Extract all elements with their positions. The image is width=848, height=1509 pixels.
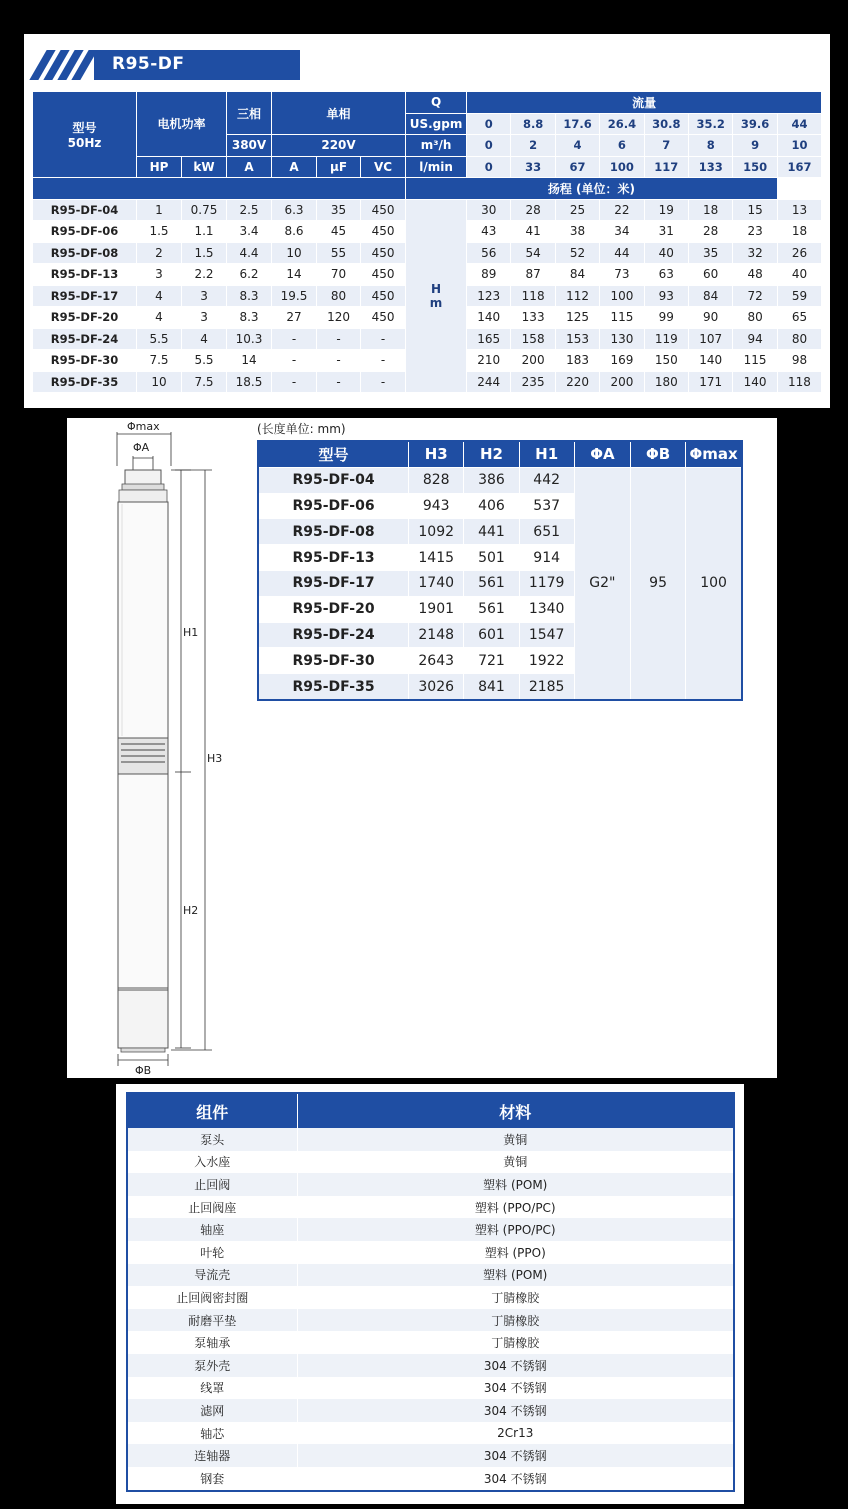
hp-cell: 1.5 — [137, 221, 182, 243]
head-value-cell: 158 — [511, 328, 555, 350]
dim-header-cell: H3 — [409, 441, 464, 467]
page-title: R95-DF — [112, 54, 185, 74]
flow-gpm-cell: 0 — [467, 113, 511, 135]
head-value-cell: 80 — [733, 307, 777, 329]
flow-lmin-cell: 67 — [555, 156, 599, 178]
a3-cell: 14 — [227, 350, 272, 372]
a3-cell: 2.5 — [227, 199, 272, 221]
table-row — [127, 1377, 734, 1400]
head-value-cell: 118 — [511, 285, 555, 307]
material-cell: 黄铜 — [297, 1151, 734, 1174]
head-value-cell: 13 — [777, 199, 821, 221]
material-cell: 304 不锈钢 — [297, 1444, 734, 1467]
model-cell: R95-DF-17 — [33, 285, 137, 307]
kw-cell: 4 — [182, 328, 227, 350]
model-cell: R95-DF-35 — [258, 674, 409, 700]
title-banner — [30, 50, 300, 80]
dimension-panel — [67, 418, 777, 1078]
unit-m3h: m³/h — [406, 135, 467, 157]
hp-cell: 7.5 — [137, 350, 182, 372]
head-value-cell: 98 — [777, 350, 821, 372]
material-cell: 304 不锈钢 — [297, 1377, 734, 1400]
head-unit-cell — [406, 199, 467, 393]
head-value-cell: 119 — [644, 328, 688, 350]
sub-header-cell: VC — [361, 156, 406, 178]
phib-label: ΦB — [135, 1064, 152, 1077]
h1-cell: 651 — [519, 519, 574, 545]
model-cell: R95-DF-04 — [258, 467, 409, 493]
uf-cell: 120 — [317, 307, 361, 329]
model-cell: R95-DF-13 — [258, 545, 409, 571]
table-row — [127, 1218, 734, 1241]
uf-cell: - — [317, 371, 361, 393]
dim-header-cell: H1 — [519, 441, 574, 467]
head-value-cell: 28 — [689, 221, 733, 243]
dim-header-cell: ΦB — [630, 441, 685, 467]
header-220v: 220V — [272, 135, 406, 157]
head-value-cell: 171 — [689, 371, 733, 393]
h1-label: H1 — [183, 626, 199, 639]
table-row — [127, 1309, 734, 1332]
head-value-cell: 40 — [777, 264, 821, 286]
a3-cell: 8.3 — [227, 285, 272, 307]
a3-cell: 8.3 — [227, 307, 272, 329]
a3-cell: 4.4 — [227, 242, 272, 264]
dim-header-cell: H2 — [464, 441, 519, 467]
phimax-label: Φmax — [127, 420, 160, 433]
hp-cell: 10 — [137, 371, 182, 393]
part-cell: 止回阀密封圈 — [127, 1286, 297, 1309]
a1-cell: 14 — [272, 264, 317, 286]
a1-cell: - — [272, 350, 317, 372]
head-value-cell: 112 — [555, 285, 599, 307]
flow-m3h-cell: 9 — [733, 135, 777, 157]
table-row — [127, 1151, 734, 1174]
dim-header-cell: 型号 — [258, 441, 409, 467]
part-cell: 轴座 — [127, 1218, 297, 1241]
part-cell: 止回阀座 — [127, 1196, 297, 1219]
hp-cell: 4 — [137, 307, 182, 329]
head-value-cell: 65 — [777, 307, 821, 329]
vc-cell: 450 — [361, 285, 406, 307]
head-value-cell: 25 — [555, 199, 599, 221]
head-value-cell: 32 — [733, 242, 777, 264]
h2-cell: 841 — [464, 674, 519, 700]
h2-cell: 406 — [464, 493, 519, 519]
vc-cell: 450 — [361, 221, 406, 243]
head-value-cell: 26 — [777, 242, 821, 264]
head-value-cell: 220 — [555, 371, 599, 393]
vc-cell: 450 — [361, 264, 406, 286]
h2-cell: 561 — [464, 596, 519, 622]
header-hz-label: 50Hz — [67, 136, 102, 150]
unit-lmin: l/min — [406, 156, 467, 178]
table-row — [127, 1196, 734, 1219]
flow-gpm-cell: 39.6 — [733, 113, 777, 135]
hp-cell: 1 — [137, 199, 182, 221]
head-m-label: m — [429, 295, 443, 310]
head-value-cell: 34 — [600, 221, 644, 243]
a1-cell: 27 — [272, 307, 317, 329]
part-cell: 钢套 — [127, 1467, 297, 1491]
flow-gpm-cell: 35.2 — [689, 113, 733, 135]
head-value-cell: 41 — [511, 221, 555, 243]
flow-m3h-cell: 7 — [644, 135, 688, 157]
model-cell: R95-DF-17 — [258, 570, 409, 596]
a3-cell: 3.4 — [227, 221, 272, 243]
model-cell: R95-DF-20 — [33, 307, 137, 329]
table-row — [127, 1241, 734, 1264]
head-value-cell: 165 — [467, 328, 511, 350]
part-cell: 泵头 — [127, 1128, 297, 1151]
head-value-cell: 130 — [600, 328, 644, 350]
table-row — [127, 1354, 734, 1377]
h1-cell: 2185 — [519, 674, 574, 700]
a1-cell: 6.3 — [272, 199, 317, 221]
part-cell: 滤网 — [127, 1399, 297, 1422]
part-cell: 导流壳 — [127, 1264, 297, 1287]
head-value-cell: 169 — [600, 350, 644, 372]
kw-cell: 2.2 — [182, 264, 227, 286]
material-cell: 塑料 (PPO/PC) — [297, 1218, 734, 1241]
head-value-cell: 133 — [511, 307, 555, 329]
table-row — [127, 1331, 734, 1354]
head-value-cell: 140 — [733, 371, 777, 393]
material-cell: 塑料 (PPO) — [297, 1241, 734, 1264]
head-value-cell: 19 — [644, 199, 688, 221]
h3-label: H3 — [207, 752, 223, 765]
material-cell: 丁腈橡胶 — [297, 1331, 734, 1354]
header-head: 扬程 (单位：米) — [406, 178, 778, 200]
flow-gpm-cell: 8.8 — [511, 113, 555, 135]
hp-cell: 4 — [137, 285, 182, 307]
hp-cell: 3 — [137, 264, 182, 286]
head-value-cell: 38 — [555, 221, 599, 243]
head-value-cell: 22 — [600, 199, 644, 221]
head-value-cell: 63 — [644, 264, 688, 286]
materials-panel — [116, 1084, 744, 1504]
vc-cell: 450 — [361, 199, 406, 221]
flow-lmin-cell: 167 — [777, 156, 821, 178]
kw-cell: 3 — [182, 307, 227, 329]
h3-cell: 1901 — [409, 596, 464, 622]
material-cell: 黄铜 — [297, 1128, 734, 1151]
model-cell: R95-DF-24 — [258, 622, 409, 648]
table-row — [33, 199, 822, 221]
uf-cell: 70 — [317, 264, 361, 286]
flow-m3h-cell: 8 — [689, 135, 733, 157]
part-cell: 泵外壳 — [127, 1354, 297, 1377]
flow-lmin-cell: 117 — [644, 156, 688, 178]
sub-header-cell: kW — [182, 156, 227, 178]
head-value-cell: 93 — [644, 285, 688, 307]
header-q: Q — [406, 92, 467, 114]
flow-m3h-cell: 2 — [511, 135, 555, 157]
header-motor: 电机功率 — [137, 92, 227, 157]
head-value-cell: 140 — [689, 350, 733, 372]
table-row — [127, 1467, 734, 1491]
head-value-cell: 28 — [511, 199, 555, 221]
a3-cell: 18.5 — [227, 371, 272, 393]
material-cell: 2Cr13 — [297, 1422, 734, 1445]
head-value-cell: 43 — [467, 221, 511, 243]
h3-cell: 3026 — [409, 674, 464, 700]
a1-cell: - — [272, 371, 317, 393]
flow-m3h-cell: 10 — [777, 135, 821, 157]
material-cell: 塑料 (POM) — [297, 1173, 734, 1196]
uf-cell: 55 — [317, 242, 361, 264]
header-single-phase: 单相 — [272, 92, 406, 135]
uf-cell: 45 — [317, 221, 361, 243]
header-model — [33, 92, 137, 178]
uf-cell: - — [317, 350, 361, 372]
flow-lmin-cell: 133 — [689, 156, 733, 178]
h2-cell: 721 — [464, 648, 519, 674]
uf-cell: - — [317, 328, 361, 350]
header-three-phase: 三相 — [227, 92, 272, 135]
flow-gpm-cell: 26.4 — [600, 113, 644, 135]
phia-label: ΦA — [133, 441, 150, 454]
performance-panel — [24, 34, 830, 408]
head-value-cell: 235 — [511, 371, 555, 393]
h1-cell: 914 — [519, 545, 574, 571]
hp-cell: 2 — [137, 242, 182, 264]
material-cell: 塑料 (POM) — [297, 1264, 734, 1287]
sub-header-cell: A — [272, 156, 317, 178]
head-value-cell: 115 — [733, 350, 777, 372]
head-value-cell: 244 — [467, 371, 511, 393]
unit-note: (长度单位: mm) — [257, 422, 346, 436]
model-cell: R95-DF-04 — [33, 199, 137, 221]
material-cell: 丁腈橡胶 — [297, 1286, 734, 1309]
head-value-cell: 35 — [689, 242, 733, 264]
head-value-cell: 180 — [644, 371, 688, 393]
h2-cell: 441 — [464, 519, 519, 545]
flow-m3h-cell: 4 — [555, 135, 599, 157]
head-value-cell: 52 — [555, 242, 599, 264]
model-cell: R95-DF-30 — [258, 648, 409, 674]
head-value-cell: 54 — [511, 242, 555, 264]
part-cell: 线罩 — [127, 1377, 297, 1400]
kw-cell: 3 — [182, 285, 227, 307]
head-value-cell: 60 — [689, 264, 733, 286]
flow-gpm-cell: 30.8 — [644, 113, 688, 135]
head-value-cell: 56 — [467, 242, 511, 264]
table-row — [127, 1286, 734, 1309]
head-value-cell: 84 — [689, 285, 733, 307]
a1-cell: 8.6 — [272, 221, 317, 243]
part-cell: 连轴器 — [127, 1444, 297, 1467]
header-material: 材料 — [297, 1093, 734, 1128]
head-value-cell: 15 — [733, 199, 777, 221]
model-cell: R95-DF-20 — [258, 596, 409, 622]
head-value-cell: 125 — [555, 307, 599, 329]
table-row — [127, 1444, 734, 1467]
header-380v: 380V — [227, 135, 272, 157]
h2-label: H2 — [183, 904, 199, 917]
model-cell: R95-DF-08 — [33, 242, 137, 264]
head-value-cell: 200 — [600, 371, 644, 393]
kw-cell: 1.1 — [182, 221, 227, 243]
uf-cell: 80 — [317, 285, 361, 307]
header-part: 组件 — [127, 1093, 297, 1128]
flow-lmin-cell: 150 — [733, 156, 777, 178]
head-value-cell: 48 — [733, 264, 777, 286]
table-row — [127, 1264, 734, 1287]
model-cell: R95-DF-13 — [33, 264, 137, 286]
head-value-cell: 115 — [600, 307, 644, 329]
sub-header-cell: HP — [137, 156, 182, 178]
table-row — [127, 1173, 734, 1196]
head-value-cell: 87 — [511, 264, 555, 286]
head-value-cell: 80 — [777, 328, 821, 350]
uf-cell: 35 — [317, 199, 361, 221]
material-cell: 丁腈橡胶 — [297, 1309, 734, 1332]
head-value-cell: 31 — [644, 221, 688, 243]
h1-cell: 1179 — [519, 570, 574, 596]
h2-cell: 561 — [464, 570, 519, 596]
material-cell: 塑料 (PPO/PC) — [297, 1196, 734, 1219]
pump-drawing — [67, 418, 247, 1078]
h2-cell: 386 — [464, 467, 519, 493]
kw-cell: 7.5 — [182, 371, 227, 393]
vc-cell: - — [361, 328, 406, 350]
h1-cell: 1922 — [519, 648, 574, 674]
h3-cell: 2643 — [409, 648, 464, 674]
header-model-label: 型号 — [72, 121, 97, 135]
flow-m3h-cell: 0 — [467, 135, 511, 157]
part-cell: 轴芯 — [127, 1422, 297, 1445]
h3-cell: 1740 — [409, 570, 464, 596]
header-spacer — [33, 178, 406, 200]
head-value-cell: 99 — [644, 307, 688, 329]
sub-header-cell: A — [227, 156, 272, 178]
h3-cell: 1092 — [409, 519, 464, 545]
flow-lmin-cell: 100 — [600, 156, 644, 178]
head-value-cell: 210 — [467, 350, 511, 372]
head-value-cell: 123 — [467, 285, 511, 307]
flow-lmin-cell: 0 — [467, 156, 511, 178]
head-value-cell: 40 — [644, 242, 688, 264]
head-value-cell: 118 — [777, 371, 821, 393]
head-value-cell: 153 — [555, 328, 599, 350]
h3-cell: 1415 — [409, 545, 464, 571]
vc-cell: 450 — [361, 242, 406, 264]
head-value-cell: 140 — [467, 307, 511, 329]
phimax-value: 100 — [686, 467, 742, 700]
table-row — [127, 1399, 734, 1422]
model-cell: R95-DF-06 — [258, 493, 409, 519]
h2-cell: 501 — [464, 545, 519, 571]
a1-cell: 19.5 — [272, 285, 317, 307]
dim-header-cell: ΦA — [574, 441, 630, 467]
performance-table — [32, 91, 822, 393]
flow-m3h-cell: 6 — [600, 135, 644, 157]
head-value-cell: 183 — [555, 350, 599, 372]
vc-cell: - — [361, 371, 406, 393]
head-value-cell: 89 — [467, 264, 511, 286]
vc-cell: 450 — [361, 307, 406, 329]
material-cell: 304 不锈钢 — [297, 1399, 734, 1422]
dimension-table — [257, 440, 743, 701]
kw-cell: 5.5 — [182, 350, 227, 372]
head-value-cell: 18 — [689, 199, 733, 221]
a3-cell: 10.3 — [227, 328, 272, 350]
kw-cell: 0.75 — [182, 199, 227, 221]
head-value-cell: 59 — [777, 285, 821, 307]
a1-cell: - — [272, 328, 317, 350]
vc-cell: - — [361, 350, 406, 372]
model-cell: R95-DF-06 — [33, 221, 137, 243]
flow-lmin-cell: 33 — [511, 156, 555, 178]
h3-cell: 2148 — [409, 622, 464, 648]
flow-gpm-cell: 44 — [777, 113, 821, 135]
model-cell: R95-DF-24 — [33, 328, 137, 350]
part-cell: 止回阀 — [127, 1173, 297, 1196]
head-value-cell: 90 — [689, 307, 733, 329]
h3-cell: 828 — [409, 467, 464, 493]
head-value-cell: 23 — [733, 221, 777, 243]
head-value-cell: 18 — [777, 221, 821, 243]
part-cell: 耐磨平垫 — [127, 1309, 297, 1332]
model-cell: R95-DF-08 — [258, 519, 409, 545]
h1-cell: 442 — [519, 467, 574, 493]
flow-gpm-cell: 17.6 — [555, 113, 599, 135]
head-value-cell: 72 — [733, 285, 777, 307]
h1-cell: 1340 — [519, 596, 574, 622]
head-value-cell: 84 — [555, 264, 599, 286]
head-h-label: H — [431, 281, 442, 296]
table-row — [127, 1128, 734, 1151]
head-value-cell: 94 — [733, 328, 777, 350]
table-row — [127, 1422, 734, 1445]
head-value-cell: 100 — [600, 285, 644, 307]
hp-cell: 5.5 — [137, 328, 182, 350]
part-cell: 叶轮 — [127, 1241, 297, 1264]
head-value-cell: 44 — [600, 242, 644, 264]
model-cell: R95-DF-30 — [33, 350, 137, 372]
h2-cell: 601 — [464, 622, 519, 648]
phib-value: 95 — [630, 467, 685, 700]
head-value-cell: 73 — [600, 264, 644, 286]
kw-cell: 1.5 — [182, 242, 227, 264]
part-cell: 泵轴承 — [127, 1331, 297, 1354]
material-cell: 304 不锈钢 — [297, 1354, 734, 1377]
a1-cell: 10 — [272, 242, 317, 264]
table-row — [258, 467, 742, 493]
phia-value: G2" — [574, 467, 630, 700]
head-value-cell: 107 — [689, 328, 733, 350]
head-value-cell: 30 — [467, 199, 511, 221]
materials-table — [126, 1092, 735, 1492]
unit-gpm: US.gpm — [406, 113, 467, 135]
head-value-cell: 150 — [644, 350, 688, 372]
h1-cell: 1547 — [519, 622, 574, 648]
material-cell: 304 不锈钢 — [297, 1467, 734, 1491]
sub-header-cell: μF — [317, 156, 361, 178]
h1-cell: 537 — [519, 493, 574, 519]
part-cell: 入水座 — [127, 1151, 297, 1174]
head-value-cell: 200 — [511, 350, 555, 372]
h3-cell: 943 — [409, 493, 464, 519]
a3-cell: 6.2 — [227, 264, 272, 286]
dim-header-cell: Φmax — [686, 441, 742, 467]
header-flow: 流量 — [467, 92, 822, 114]
model-cell: R95-DF-35 — [33, 371, 137, 393]
